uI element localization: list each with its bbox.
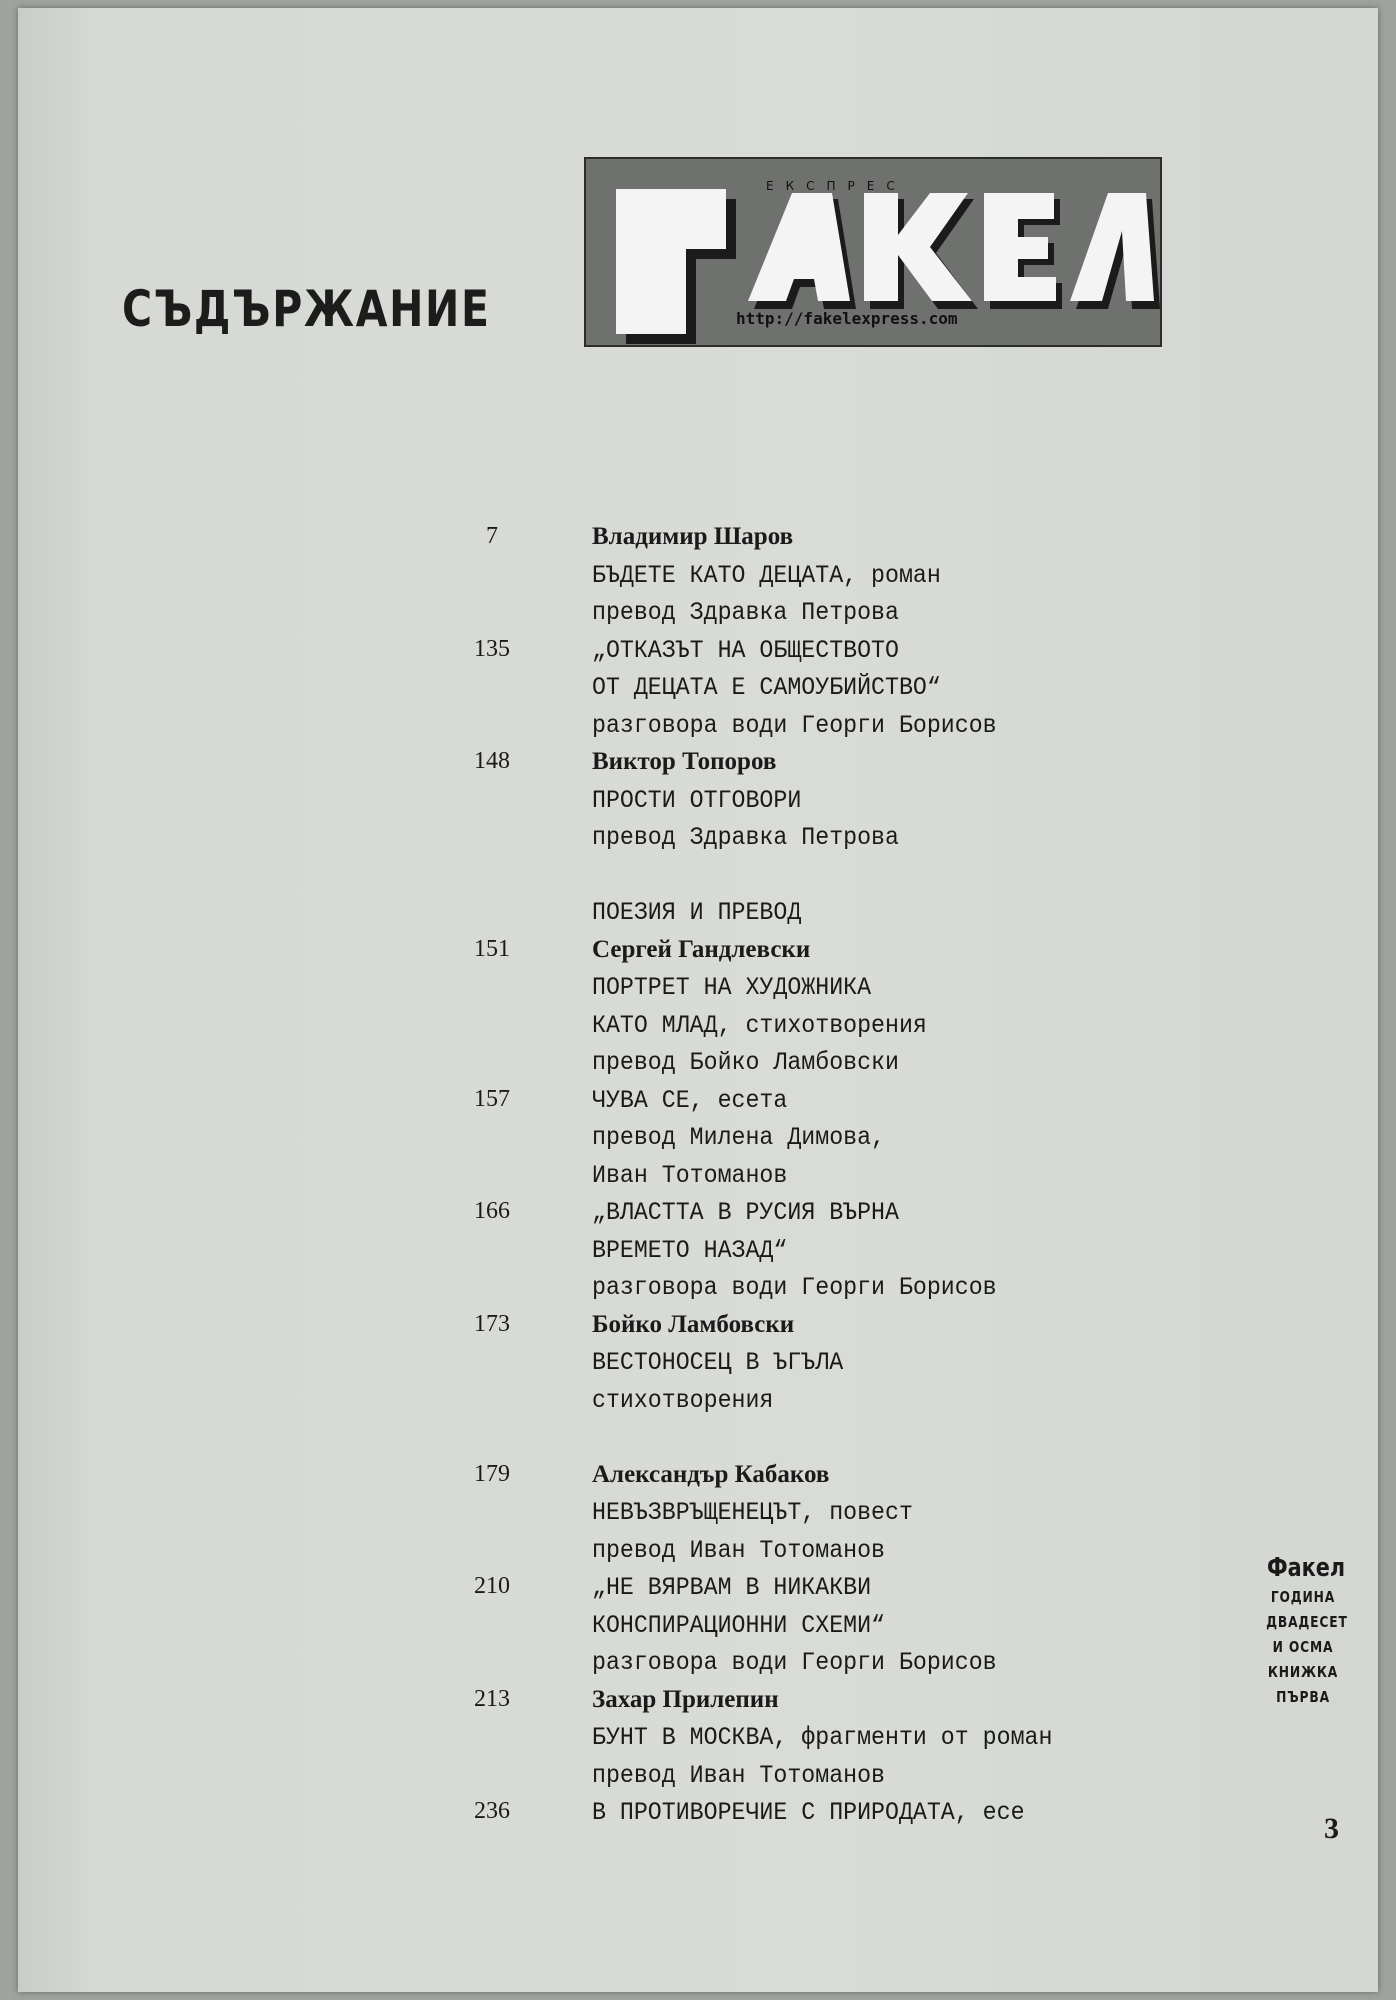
- issue-line: ДВАДЕСЕТ: [1266, 1613, 1348, 1631]
- toc-title: ОТ ДЕЦАТА Е САМОУБИЙСТВО“: [592, 673, 941, 702]
- toc-title: разговора води Георги Борисов: [592, 1648, 997, 1677]
- toc-entry: [18, 1308, 1218, 1345]
- issue-line: ГОДИНА: [1270, 1588, 1336, 1606]
- toc-entry: [18, 1795, 1218, 1832]
- toc-entry: [18, 520, 1218, 557]
- toc-author: Александър Кабаков: [592, 1460, 830, 1488]
- toc-title: превод Милена Димова,: [592, 1123, 886, 1152]
- toc-author: Бойко Ламбовски: [592, 1310, 795, 1338]
- toc-entry: [18, 1045, 1218, 1082]
- toc-title: превод Бойко Ламбовски: [592, 1048, 899, 1077]
- toc-title: ЧУВА СЕ, есета: [592, 1085, 788, 1115]
- toc-author: Сергей Гандлевски: [592, 935, 811, 963]
- toc-page-number: 210: [474, 1573, 510, 1599]
- toc-entry: [18, 1645, 1218, 1682]
- toc-page-number: 7: [486, 523, 498, 549]
- toc-entry: [18, 1120, 1218, 1157]
- toc-title: ПОЕЗИЯ И ПРЕВОД: [592, 898, 802, 927]
- toc-entry: [18, 933, 1218, 970]
- toc-page-number: 213: [474, 1685, 510, 1712]
- issue-line: И ОСМА: [1272, 1638, 1334, 1656]
- toc-page-number: 179: [474, 1460, 510, 1487]
- toc-title: разговора води Георги Борисов: [592, 710, 997, 740]
- book-page: [18, 8, 1378, 1992]
- toc-entry: [18, 1195, 1218, 1232]
- toc-title: превод Иван Тотоманов: [592, 1535, 886, 1565]
- toc-entry: [18, 1420, 1218, 1457]
- toc-entry: [18, 1683, 1218, 1720]
- toc-page-number: 148: [474, 748, 510, 774]
- toc-entry: [18, 1758, 1218, 1795]
- toc-title: ПРОСТИ ОТГОВОРИ: [592, 785, 802, 815]
- toc-entry: [18, 708, 1218, 745]
- toc-title: В ПРОТИВОРЕЧИЕ С ПРИРОДАТА, есе: [592, 1798, 1025, 1827]
- toc-page-number: 236: [474, 1798, 510, 1824]
- toc-entry: [18, 1233, 1218, 1270]
- toc-entry: [18, 970, 1218, 1007]
- toc-title: „ВЛАСТТА В РУСИЯ ВЪРНА: [592, 1198, 899, 1227]
- toc-title: стихотворения: [592, 1385, 774, 1415]
- toc-page-number: 173: [474, 1310, 510, 1337]
- toc-title: НЕВЪЗВРЪЩЕНЕЦЪТ, повест: [592, 1498, 913, 1527]
- toc-title: ВРЕМЕТО НАЗАД“: [592, 1235, 788, 1265]
- toc-entry: [18, 595, 1218, 632]
- toc-entry: [18, 1270, 1218, 1307]
- toc-entry: [18, 783, 1218, 820]
- fakel-logo: [584, 157, 1162, 347]
- issue-title: Факел: [1267, 1553, 1346, 1583]
- toc-entry: [18, 1008, 1218, 1045]
- toc-author: Захар Прилепин: [592, 1685, 779, 1713]
- toc-entry: [18, 820, 1218, 857]
- toc-title: превод Иван Тотоманов: [592, 1760, 886, 1790]
- toc-title: превод Здравка Петрова: [592, 598, 899, 627]
- toc-entry: [18, 1495, 1218, 1532]
- toc-entry: [18, 858, 1218, 895]
- toc-entry: [18, 745, 1218, 782]
- toc-entry: [18, 1458, 1218, 1495]
- toc-entry: [18, 670, 1218, 707]
- toc-entry: [18, 1570, 1218, 1607]
- toc-entry: [18, 633, 1218, 670]
- logo-tagline: ЕКСПРЕС: [766, 179, 907, 193]
- issue-line: КНИЖКА: [1267, 1663, 1339, 1681]
- toc-title: превод Здравка Петрова: [592, 823, 899, 852]
- toc-page-number: 135: [474, 635, 510, 662]
- toc-entry: [18, 1345, 1218, 1382]
- toc-title: КОНСПИРАЦИОННИ СХЕМИ“: [592, 1610, 886, 1640]
- toc-page-number: 166: [474, 1198, 510, 1224]
- toc-title: КАТО МЛАД, стихотворения: [592, 1010, 927, 1040]
- toc-title: „НЕ ВЯРВАМ В НИКАКВИ: [592, 1573, 872, 1602]
- toc-title: разговора води Георги Борисов: [592, 1273, 997, 1302]
- toc-entry: [18, 895, 1218, 932]
- page-number: 3: [1324, 1812, 1339, 1845]
- issue-line: ПЪРВА: [1276, 1688, 1330, 1706]
- toc-entry: [18, 1083, 1218, 1120]
- toc-page-number: 151: [474, 935, 510, 962]
- toc-title: ПОРТРЕТ НА ХУДОЖНИКА: [592, 973, 872, 1002]
- toc-title: Иван Тотоманов: [592, 1160, 788, 1190]
- logo-url: http://fakelexpress.com: [736, 309, 958, 328]
- toc-author: Владимир Шаров: [592, 523, 794, 550]
- toc-entry: [18, 1383, 1218, 1420]
- issue-info: [1258, 1553, 1348, 1710]
- toc-title: „ОТКАЗЪТ НА ОБЩЕСТВОТО: [592, 635, 899, 665]
- toc-entry: [18, 1158, 1218, 1195]
- toc-entry: [18, 1533, 1218, 1570]
- toc-page-number: 157: [474, 1085, 510, 1112]
- toc-author: Виктор Топоров: [592, 748, 777, 775]
- toc-title: БЪДЕТЕ КАТО ДЕЦАТА, роман: [592, 560, 941, 590]
- toc-entry: [18, 1720, 1218, 1757]
- toc-title: ВЕСТОНОСЕЦ В ЪГЪЛА: [592, 1348, 844, 1377]
- toc-entry: [18, 1608, 1218, 1645]
- toc-title: БУНТ В МОСКВА, фрагменти от роман: [592, 1723, 1053, 1752]
- toc-entry: [18, 558, 1218, 595]
- page-title: СЪДЪРЖАНИЕ: [122, 280, 491, 338]
